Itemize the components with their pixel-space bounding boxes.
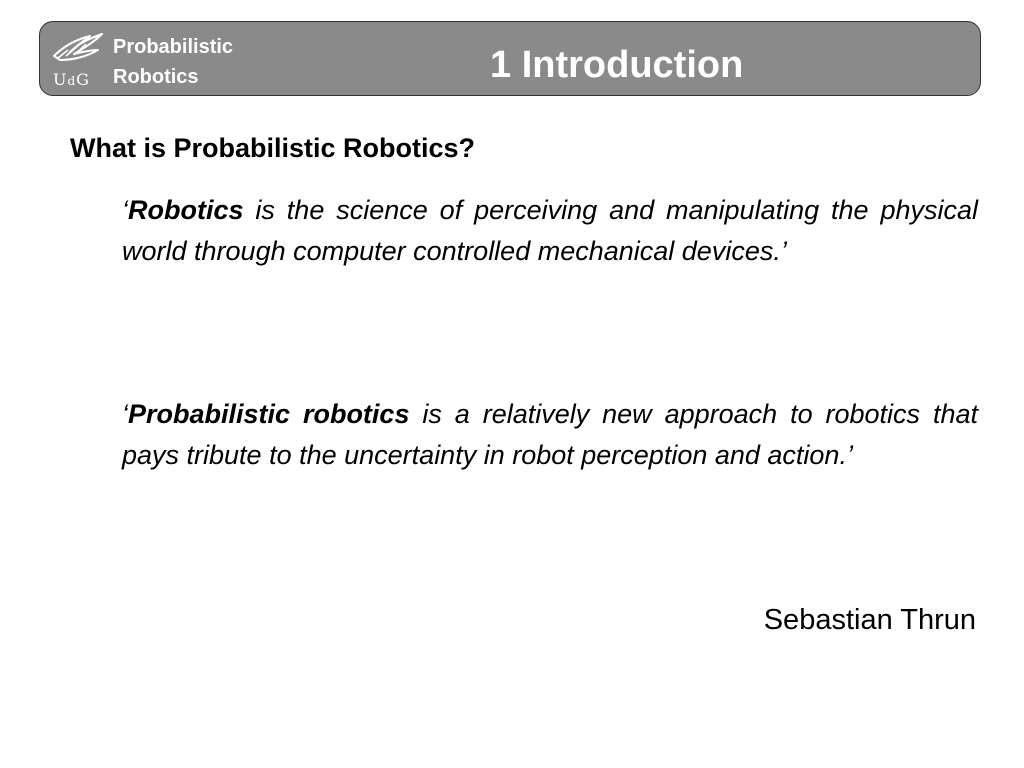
course-title-line-1: Probabilistic xyxy=(113,36,234,58)
quote-text: is a relatively new approach to robotics that pays tribute to the uncertainty in robot perception and action. xyxy=(122,399,978,470)
quote-author: Sebastian Thrun xyxy=(763,604,976,636)
logo-letter-u: U xyxy=(53,70,68,89)
logo-letter-d: d xyxy=(67,74,77,88)
slide-question: What is Probabilistic Robotics? xyxy=(70,133,476,163)
quote-open-mark: ‘ xyxy=(122,195,128,225)
section-title: 1 Introduction xyxy=(490,44,744,86)
quote-robotics-definition xyxy=(122,190,978,272)
quote-close-mark: ’ xyxy=(780,236,787,266)
university-logo xyxy=(52,30,106,90)
logo-letter-g: G xyxy=(76,70,90,89)
quote-probabilistic-robotics-definition xyxy=(122,394,978,476)
quote-term: Probabilistic robotics xyxy=(128,399,410,429)
quote-close-mark: ’ xyxy=(846,440,853,470)
quote-text: is the science of perceiving and manipulating the physical world through computer controlled mechanical devices. xyxy=(122,195,978,266)
quote-term: Robotics xyxy=(128,195,244,225)
course-title-line-2: Robotics xyxy=(113,66,199,88)
slide-header xyxy=(39,21,981,96)
logo-lettering xyxy=(53,72,90,89)
quote-open-mark: ‘ xyxy=(122,399,128,429)
bird-logo-icon xyxy=(52,30,106,66)
course-title xyxy=(113,32,233,92)
